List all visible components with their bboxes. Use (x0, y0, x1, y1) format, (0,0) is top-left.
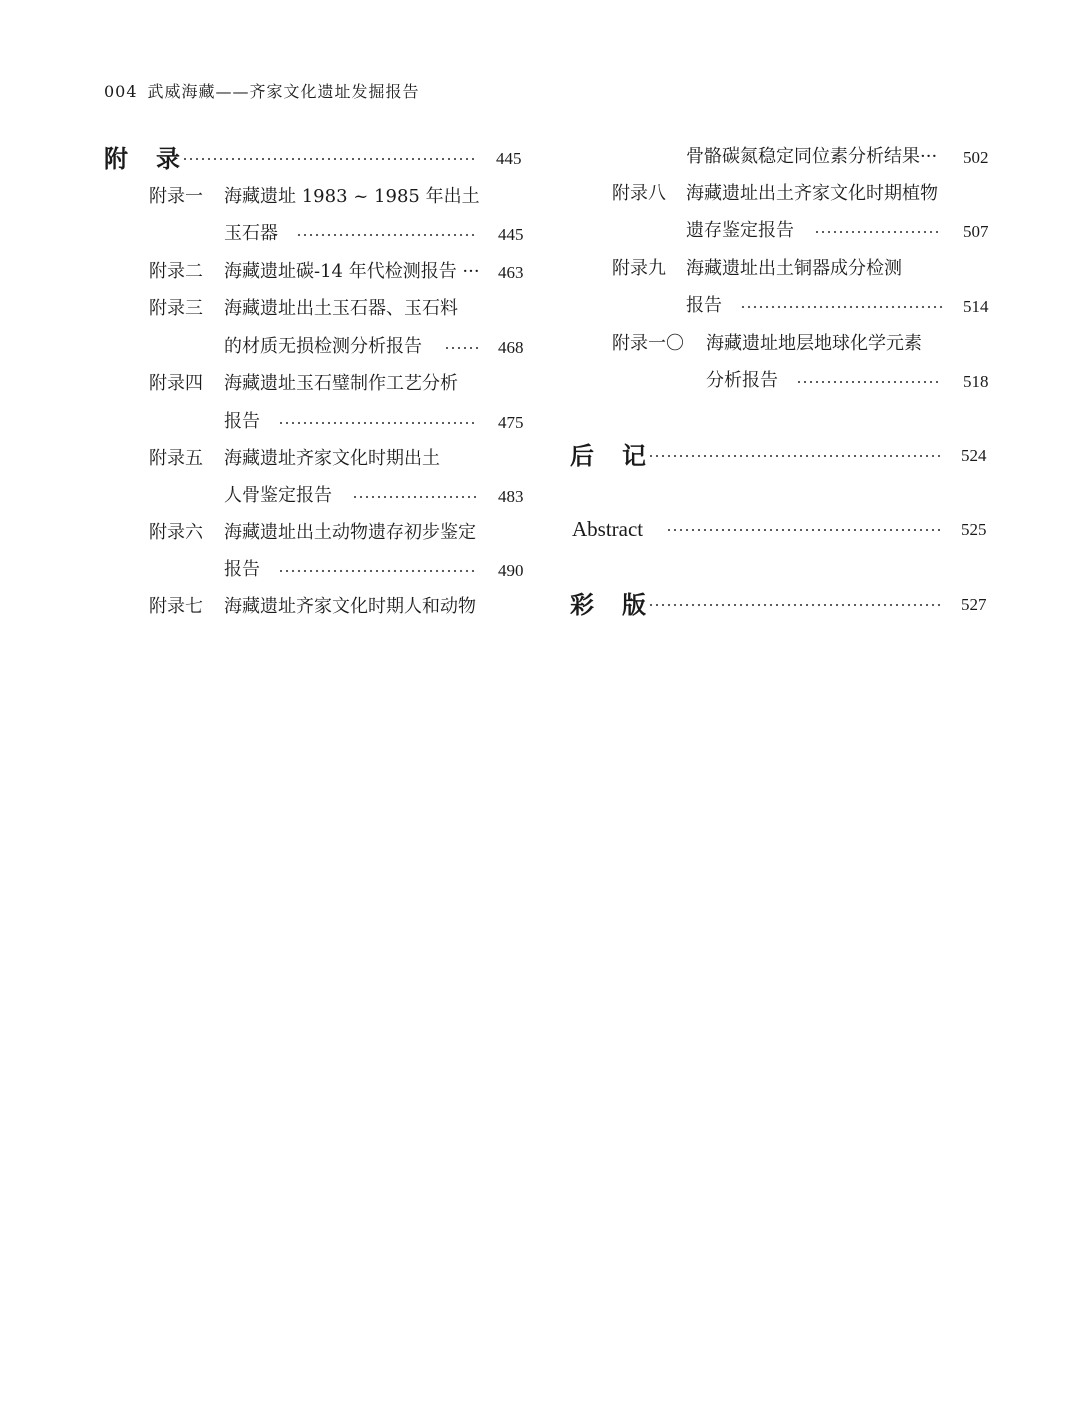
toc-entry-appendix-9[interactable]: 海藏遗址出土铜器成分检测 (686, 258, 902, 279)
appendix-label: 附录六 (149, 522, 203, 543)
page-number: 475 (498, 413, 524, 432)
leader-dots (444, 347, 478, 349)
page-number: 463 (498, 263, 524, 282)
toc-section-abstract[interactable]: Abstract (572, 517, 644, 541)
appendix-label: 附录一 (149, 186, 203, 207)
leader-dots (796, 381, 942, 383)
toc-entry-continuation[interactable]: 分析报告 (706, 370, 778, 391)
appendix-label: 附录三 (149, 298, 203, 319)
toc-entry-appendix-10[interactable]: 海藏遗址地层地球化学元素 (706, 333, 922, 354)
page-number: 502 (963, 148, 989, 167)
leader-dots (182, 158, 478, 160)
page-number: 525 (961, 520, 987, 539)
page-number: 483 (498, 487, 524, 506)
page-number: 490 (498, 561, 524, 580)
leader-dots (296, 234, 478, 236)
appendix-label: 附录五 (149, 448, 203, 469)
appendix-label: 附录七 (149, 596, 203, 617)
toc-entry-appendix-2[interactable]: 海藏遗址碳-14 年代检测报告 ··· (224, 261, 480, 282)
leader-dots (278, 570, 478, 572)
toc-section-postscript[interactable]: 后 记 (570, 441, 648, 470)
toc-entry-continuation[interactable]: 玉石器 (224, 223, 278, 244)
toc-entry-continuation[interactable]: 报告 (224, 559, 260, 580)
appendix-label: 附录九 (612, 258, 666, 279)
toc-entry-appendix-7[interactable]: 海藏遗址齐家文化时期人和动物 (224, 596, 476, 617)
running-head (104, 84, 420, 100)
leader-dots (648, 604, 942, 606)
page-number: 524 (961, 446, 987, 465)
toc-entry-continuation[interactable]: 报告 (224, 411, 260, 432)
appendix-label: 附录二 (149, 261, 203, 282)
page-number: 507 (963, 222, 989, 241)
appendix-label: 附录一〇 (612, 333, 684, 354)
leader-dots (352, 496, 478, 498)
toc-entry-appendix-6[interactable]: 海藏遗址出土动物遗存初步鉴定 (224, 522, 476, 543)
leader-dots (666, 529, 942, 531)
toc-entry-continuation[interactable]: 报告 (686, 295, 722, 316)
toc-entry-continuation[interactable]: 的材质无损检测分析报告 (224, 336, 422, 357)
book-title: 武威海藏——齐家文化遗址发掘报告 (147, 82, 420, 101)
leader-dots (278, 422, 478, 424)
toc-section-plates[interactable]: 彩 版 (570, 590, 648, 619)
page-number: 518 (963, 372, 989, 391)
toc-entry-appendix-1[interactable]: 海藏遗址 1983 ~ 1985 年出土 (224, 186, 480, 207)
toc-entry-continuation[interactable]: 骨骼碳氮稳定同位素分析结果··· (686, 146, 938, 167)
page-number: 527 (961, 595, 987, 614)
appendix-label: 附录八 (612, 183, 666, 204)
toc-entry-appendix-3[interactable]: 海藏遗址出土玉石器、玉石料 (224, 298, 458, 319)
page-number: 468 (498, 338, 524, 357)
toc-entry-appendix-8[interactable]: 海藏遗址出土齐家文化时期植物 (686, 183, 938, 204)
toc-entry-appendix-5[interactable]: 海藏遗址齐家文化时期出土 (224, 448, 440, 469)
page-number: 445 (496, 149, 522, 168)
page-number: 514 (963, 297, 989, 316)
leader-dots (648, 455, 942, 457)
page-folio: 004 (104, 82, 138, 101)
leader-dots (740, 306, 942, 308)
leader-dots (814, 231, 942, 233)
toc-entry-continuation[interactable]: 人骨鉴定报告 (224, 485, 332, 506)
toc-section-appendix[interactable]: 附 录 (104, 144, 182, 173)
page-number: 445 (498, 225, 524, 244)
toc-entry-continuation[interactable]: 遗存鉴定报告 (686, 220, 794, 241)
appendix-label: 附录四 (149, 373, 203, 394)
toc-entry-appendix-4[interactable]: 海藏遗址玉石璧制作工艺分析 (224, 373, 458, 394)
